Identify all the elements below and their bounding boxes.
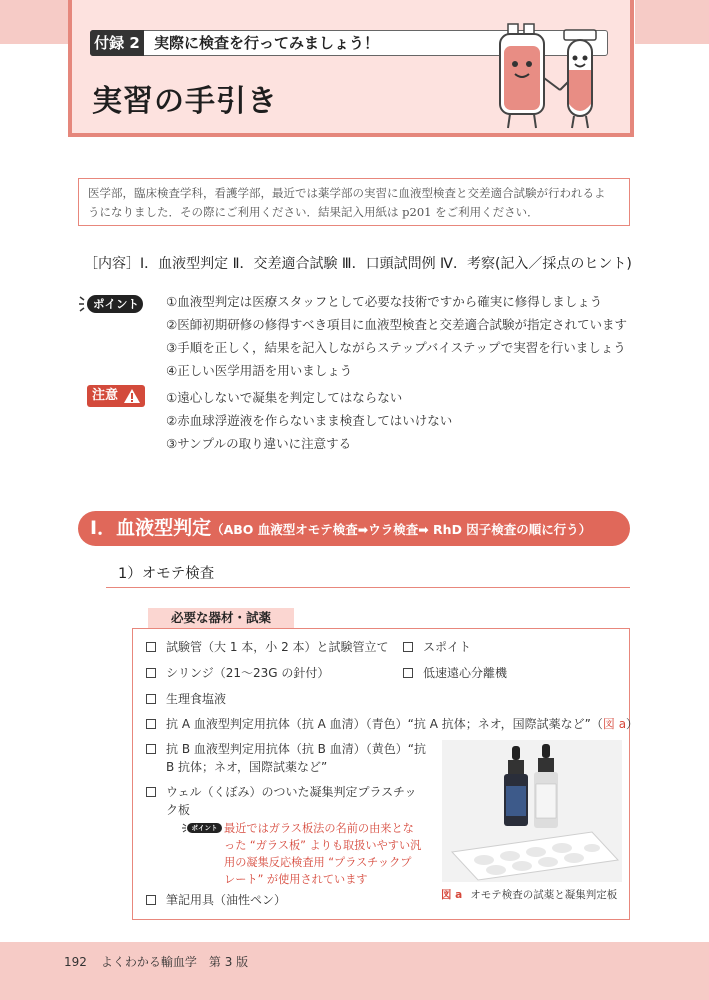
point-item-4: ④正しい医学用語を用いましょう [166,363,353,378]
material-item-3-label: シリンジ（21～23G の針付） [166,666,330,680]
material-item-3 [146,664,329,682]
material-item-5-label: 生理食塩液 [166,692,227,706]
point-item-1: ①血液型判定は医療スタッフとして必要な技術ですから確実に修得しましょう [166,294,603,309]
material-item-2 [403,638,471,656]
checkbox[interactable] [146,642,156,652]
intro-text [88,184,624,222]
material-item-7 [146,740,426,776]
blood-bag-mascot-icon [500,24,560,128]
checkbox[interactable] [146,744,156,754]
book-title: よくわかる輸血学 第 3 版 [100,955,249,969]
caution-item-1: ①遠心しないで凝集を判定してはならない [166,390,403,405]
page-title: 実習の手引き [92,84,278,119]
subsection-divider [106,587,630,588]
figure-photo [442,740,622,882]
checkbox[interactable] [403,642,413,652]
checkbox[interactable] [146,694,156,704]
material-item-1 [146,638,389,656]
material-item-6 [146,715,638,733]
figure-label: 図 a [441,889,463,901]
figure-caption-text: オモテ検査の試薬と凝集判定板 [470,889,618,901]
material-item-7-line-2: B 抗体；ネオ，国際試薬など” [166,760,328,774]
checkbox[interactable] [146,895,156,905]
checkbox[interactable] [146,719,156,729]
footer [64,953,248,970]
caution-item-2: ②赤血球浮遊液を作らないまま検査してはいけない [166,413,453,428]
point-badge-label: ポイント [93,297,139,311]
checkbox[interactable] [146,787,156,797]
material-item-4 [403,664,507,682]
point-item-2: ②医師初期研修の修得すべき項目に血液型検査と交差適合試験が指定されています [166,317,627,332]
caution-badge [87,385,145,407]
contents-line: ［内容］Ⅰ．血液型判定 Ⅱ．交差適合試験 Ⅲ．口頭試問例 Ⅳ．考察(記入／採点のヒント) [84,256,632,272]
reagent-bottles-photo [442,740,622,882]
test-tube-mascot-icon [560,30,596,128]
material-item-9-label: 筆記用具（油性ペン） [166,893,287,907]
material-item-8-line-2: ク板 [166,803,191,817]
point-flash-icon [79,297,84,311]
material-item-7-line-1: 抗 B 血液型判定用抗体（抗 B 血清）（黄色）“抗 [166,742,426,756]
note-point-label: ポイント [191,824,218,832]
page-number: 192 [64,955,87,969]
chapter-label: 付録 2 [90,30,144,56]
subsection-heading: 1）オモテ検査 [118,566,215,582]
material-item-8-line-1: ウェル（くぼみ）のついた凝集判定プラスチッ [166,785,417,799]
material-item-8 [146,783,417,819]
point-flash-icon [182,824,186,832]
material-item-6-close: ） [626,717,639,731]
footer-band [0,942,709,1000]
mascot-illustration [494,20,614,132]
material-item-2-label: スポイト [423,640,472,654]
section-subtitle: （ABO 血液型オモテ検査➡ウラ検査➡ RhD 因子検査の順に行う） [211,522,592,537]
chapter-title: 実際に検査を行ってみましょう！ [154,34,380,52]
material-item-6-label: 抗 A 血液型判定用抗体（抗 A 血清）（青色）“抗 A 抗体；ネオ，国際試薬など”（ [166,717,603,731]
material-item-5 [146,690,226,708]
top-band-right [635,0,709,44]
figure-caption [441,887,617,902]
caution-badge-label: 注意 [92,388,119,403]
checkbox[interactable] [403,668,413,678]
point-item-3: ③手順を正しく，結果を記入しながらステップバイステップで実習を行いましょう [166,340,626,355]
intro-line-1: 医学部，臨床検査学科，看護学部，最近では薬学部の実習に血液型検査と交差適合試験が行われるよ [88,186,606,200]
figure-reference: 図 a [602,717,627,731]
material-item-9 [146,891,286,909]
intro-line-2: うになりました．その際にご利用ください．結果記入用紙は p201 をご利用ください． [88,205,539,219]
note-text: 最近ではガラス板法の名前の由来となった “ガラス板” よりも取扱いやすい汎用の凝集反応検査用 “プラスチックプレート” が使用されています [224,822,422,886]
top-band-left [0,0,70,44]
caution-item-3: ③サンプルの取り違いに注意する [166,436,352,451]
section-title [90,511,591,546]
section-title-main: Ⅰ．血液型判定 [90,517,212,539]
checkbox[interactable] [146,668,156,678]
warning-icon [123,388,141,404]
materials-tab: 必要な器材・試薬 [148,608,294,628]
material-item-4-label: 低速遠心分離機 [423,666,508,680]
material-item-1-label: 試験管（大 1 本，小 2 本）と試験管立て [166,640,389,654]
